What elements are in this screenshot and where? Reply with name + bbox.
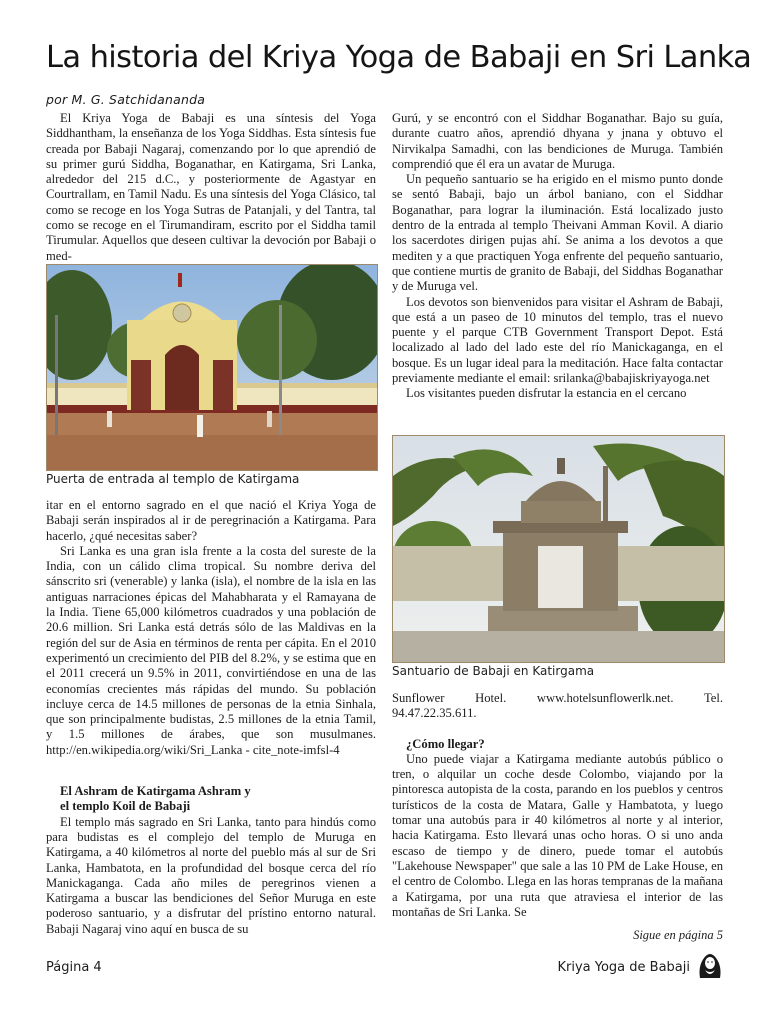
shrine-caption: Santuario de Babaji en Katirgama (392, 664, 595, 678)
column-1-top (46, 111, 376, 264)
byline: por M. G. Satchidananda (46, 92, 206, 107)
section-heading-how-to-get: ¿Cómo llegar? (406, 736, 485, 751)
column-2-bottom (392, 691, 723, 920)
paragraph-temple: El templo más sagrado en Sri Lanka, tanto para hindús como para budistas es el complejo del templo de Muruga en Katirgama, a 40 kilómetros al norte del pueblo más al sur de Sri Lanka, Hambatota, en la profundidad del bosque cerca del río Manickaganga. Cada año miles de peregrinos vienen a Katirgama a buscar las bendiciones del Señor Muruga en este poderoso santuario, y a disfrutar del prístino entorno natural. Babaji Nagaraj vino aquí en busca de su (46, 814, 376, 936)
paragraph-visitors: Los visitantes pueden disfrutar la estancia en el cercano (406, 386, 687, 401)
temple-gate-photo (46, 264, 378, 471)
paragraph-intro: El Kriya Yoga de Babaji es una síntesis del Yoga Siddhantham, la enseñanza de los Yoga Siddhas. Esta síntesis fue creada por Babaji Nagaraj, comenzando por lo que aprendió de su primer gurú Siddha, Boganathar, en Katirgama, Sri Lanka, alrededor del 215 d.C., y posteriormente de Agastyar en Courtrallam, en Tamil Nadu. Es una síntesis del Yoga Clásico, tal como se recoge en los Yoga Sutras de Patanjali, y del Tantra, tal como se recoge en el Tirumandiram, escrito por el Siddha tamil Tirumular. Aquellos que deseen cultivar la devoción por Babaji o med- (46, 111, 376, 263)
continued-note: Sigue en página 5 (633, 928, 723, 942)
column-2-top (392, 111, 723, 402)
temple-gate-image (47, 265, 377, 470)
column-1-bottom (46, 498, 376, 937)
section-heading-ashram-line2: el templo Koil de Babaji (60, 799, 191, 814)
publication-name: Kriya Yoga de Babaji (557, 960, 690, 975)
paragraph-hotel: Sunflower Hotel. www.hotelsunflowerlk.net. Tel. 94.47.22.35.611. (392, 691, 723, 721)
article-title: La historia del Kriya Yoga de Babaji en Sri Lanka (46, 40, 752, 75)
shrine-image (393, 436, 724, 662)
paragraph-ashram-visit: Los devotos son bienvenidos para visitar el Ashram de Babaji, que está a un paseo de 10 minutos del templo, tras el nuevo puente y el parque CTB Government Transport Depot. Está localizado al lado del lado este del río Manickaganga, en el bosque. Es un lugar ideal para la meditación. Hace falta contactar previamente mediante el email: srilanka@babajiskriyayoga.net (392, 294, 723, 386)
section-heading-ashram-line1: El Ashram de Katirgama Ashram y (60, 784, 251, 799)
shrine-photo (392, 435, 725, 663)
page-number: Página 4 (46, 960, 102, 975)
paragraph-travel: Uno puede viajar a Katirgama mediante autobús público o tren, o alquilar un coche desde Colombo, viajando por la pintoresca autopista de la costa, parando en los pueblos y centros turísticos de la costa de Matara, Galle y Hambatota, y luego tomar una autobús para ir 40 kilómetros al norte y al interior, hacia Katirgama. Esto llevará unas ocho horas. O si uno anda escaso de tiempo y de dinero, puede tomar el autobús "Lakehouse Newspaper" que sale a las 10 PM de Lake House, en el centro de Colombo. Llega en las horas tempranas de la mañana a Katirgama, por una ruta que atraviesa el interior de las montañas de Sri Lanka. Se (392, 751, 723, 919)
paragraph-guru: Gurú, y se encontró con el Siddhar Boganathar. Bajo su guía, durante cuatro años, aprendió dhyana y jnana y obtuvo el Nirvikalpa Samadhi, con las bendiciones de Muruga. También comprendió que él era un avatar de Muruga. (392, 111, 723, 171)
temple-gate-caption: Puerta de entrada al templo de Katirgama (46, 472, 300, 486)
paragraph-pilgrimage: itar en el entorno sagrado en el que nació el Kriya Yoga de Babaji serán inspirados al ir de peregrinación a Katirgama. Para hacerlo, ¿qué necesitas saber? (46, 498, 376, 543)
babaji-logo-icon (696, 948, 724, 985)
paragraph-sri-lanka: Sri Lanka es una gran isla frente a la costa del sureste de la India, con un cálido clima tropical. Su nombre deriva del sánscrito sri (venerable) y lanka (isla), el nombre de la isla en las antiguas narraciones épicas del Mahabharata y el Ramayana de la India. Tiene 65,000 kilómetros cuadrados y una población de 20.6 million. Sri Lanka está detrás sólo de las Maldivas en la región del sur de Asia en términos de renta per cápita. En el 2010 experimentó un crecimiento del PIB del 8.2%, y se estima que en el 2011 crecerá un 9.5% in 2011, convirtiéndose en una de las economías crecientes más rápidas del mundo. Su población incluye cerca de 14.5 millones de personas de la etnia Sinhala, que son principalmente budistas, 2.5 millones de la etnia Tamil, y 1.5 millones de árabes, que son musulmanes. http://en.wikipedia.org/wiki/Sri_Lanka - cite_note-imfsl-4 (46, 543, 376, 757)
paragraph-shrine: Un pequeño santuario se ha erigido en el mismo punto donde se sentó Babaji, bajo un árbol baniano, con el Siddhar Boganathar, para lograr la iluminación. Está localizado justo dentro de la entrada al templo Theivani Amman Kovil. A diario los sacerdotes dirigen pujas ahí. Se anima a los devotos a que mediten y a que practiquen Yoga enfrente del pequeño santuario, que contiene murtis de granito de Babaji, del Siddhas Boganathar y de Muruga vel. (392, 172, 723, 294)
